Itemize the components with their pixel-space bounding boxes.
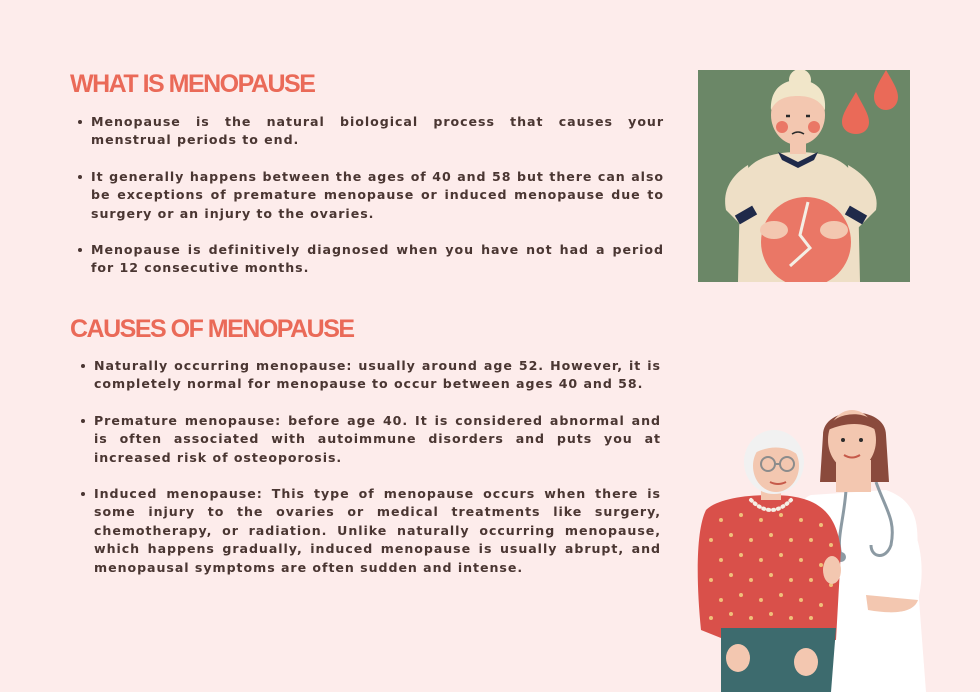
list-item: Induced menopause: This type of menopause occurs when there is some injury to the ovaries or medical treatments like surgery, chemotherapy, or radiation. Unlike naturally occurring menopause, which happens gradually, induced menopause is usually abrupt, and menopausal symptoms are often sudden and intense.	[94, 485, 661, 577]
what-is-menopause-list	[70, 113, 664, 296]
menstrual-cramps-illustration	[698, 70, 910, 282]
section-title-causes-of-menopause: CAUSES OF MENOPAUSE	[70, 315, 354, 343]
list-item: Naturally occurring menopause: usually around age 52. However, it is completely normal for menopause to occur between ages 40 and 58.	[94, 357, 661, 394]
list-item: Menopause is definitively diagnosed when you have not had a period for 12 consecutive months.	[91, 241, 664, 278]
causes-of-menopause-list	[73, 357, 661, 595]
list-item: Menopause is the natural biological process that causes your menstrual periods to end.	[91, 113, 664, 150]
list-item: It generally happens between the ages of 40 and 58 but there can also be exceptions of premature menopause or induced menopause due to surgery or an injury to the ovaries.	[91, 168, 664, 223]
nurse-and-elderly-woman-illustration	[686, 400, 936, 692]
section-title-what-is-menopause: WHAT IS MENOPAUSE	[70, 70, 315, 98]
list-item: Premature menopause: before age 40. It is considered abnormal and is often associated with autoimmune disorders and puts you at increased risk of osteoporosis.	[94, 412, 661, 467]
